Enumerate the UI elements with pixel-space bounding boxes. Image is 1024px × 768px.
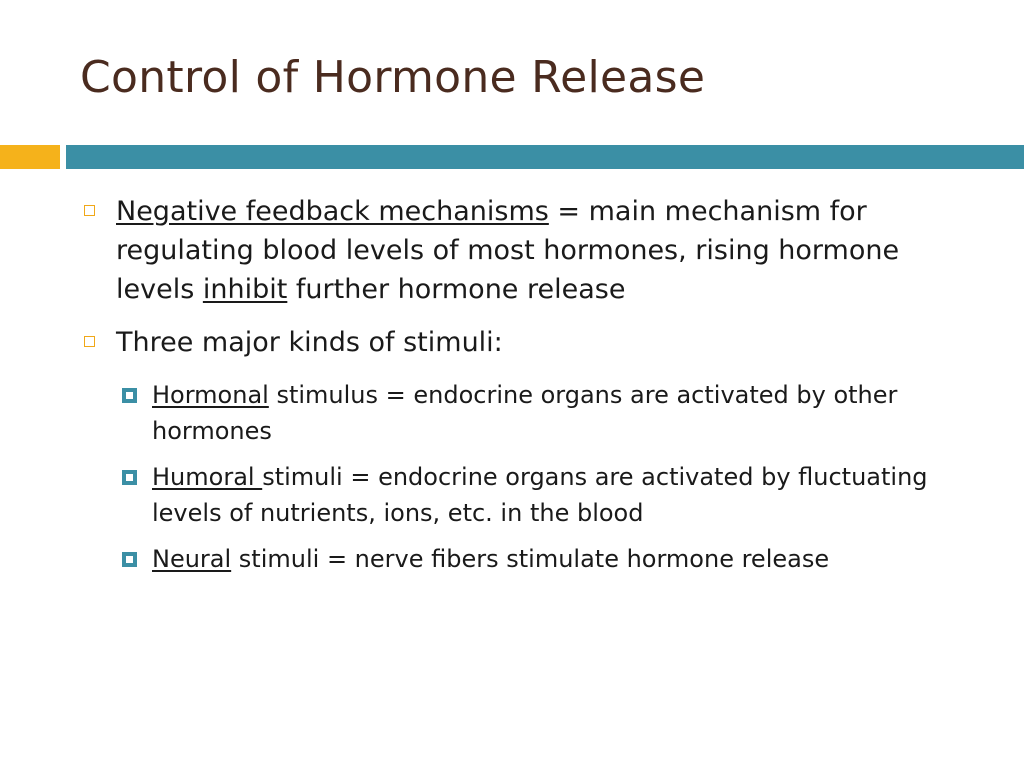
bullet-text: = main mechanism for regulating blood levels of most hormones, rising hormone levels <box>116 196 900 306</box>
filled-square-bullet-icon <box>122 552 137 567</box>
sub-bullet-term: Humoral <box>152 462 263 491</box>
bullet-item-stimuli <box>84 323 984 362</box>
title-divider-bar <box>66 145 1024 169</box>
sub-bullet-hormonal <box>84 377 984 449</box>
filled-square-bullet-icon <box>122 470 137 485</box>
sub-bullet-term: Neural <box>152 544 232 573</box>
sub-bullet-text: stimuli = nerve fibers stimulate hormone release <box>231 544 830 573</box>
sub-bullet-term: Hormonal <box>152 380 269 409</box>
accent-bar <box>0 145 60 169</box>
slide-title: Control of Hormone Release <box>80 52 706 103</box>
bullet-term: Negative feedback mechanisms <box>116 196 549 227</box>
bullet-text-end: further hormone release <box>287 274 626 306</box>
bullet-list <box>84 192 984 587</box>
bullet-item-negative-feedback <box>84 192 984 309</box>
bullet-text: Three major kinds of stimuli: <box>116 327 503 359</box>
sub-bullet-humoral <box>84 459 984 531</box>
hollow-square-icon <box>84 205 95 216</box>
hollow-square-icon <box>84 336 95 347</box>
filled-square-bullet-icon <box>122 388 137 403</box>
bullet-term-inhibit: inhibit <box>202 274 288 306</box>
sub-bullet-neural <box>84 541 984 577</box>
sub-bullet-text: stimuli = endocrine organs are activated by fluctuating levels of nutrients, ions, etc. in the blood <box>152 462 928 527</box>
sub-bullet-text: stimulus = endocrine organs are activated by other hormones <box>152 380 898 445</box>
